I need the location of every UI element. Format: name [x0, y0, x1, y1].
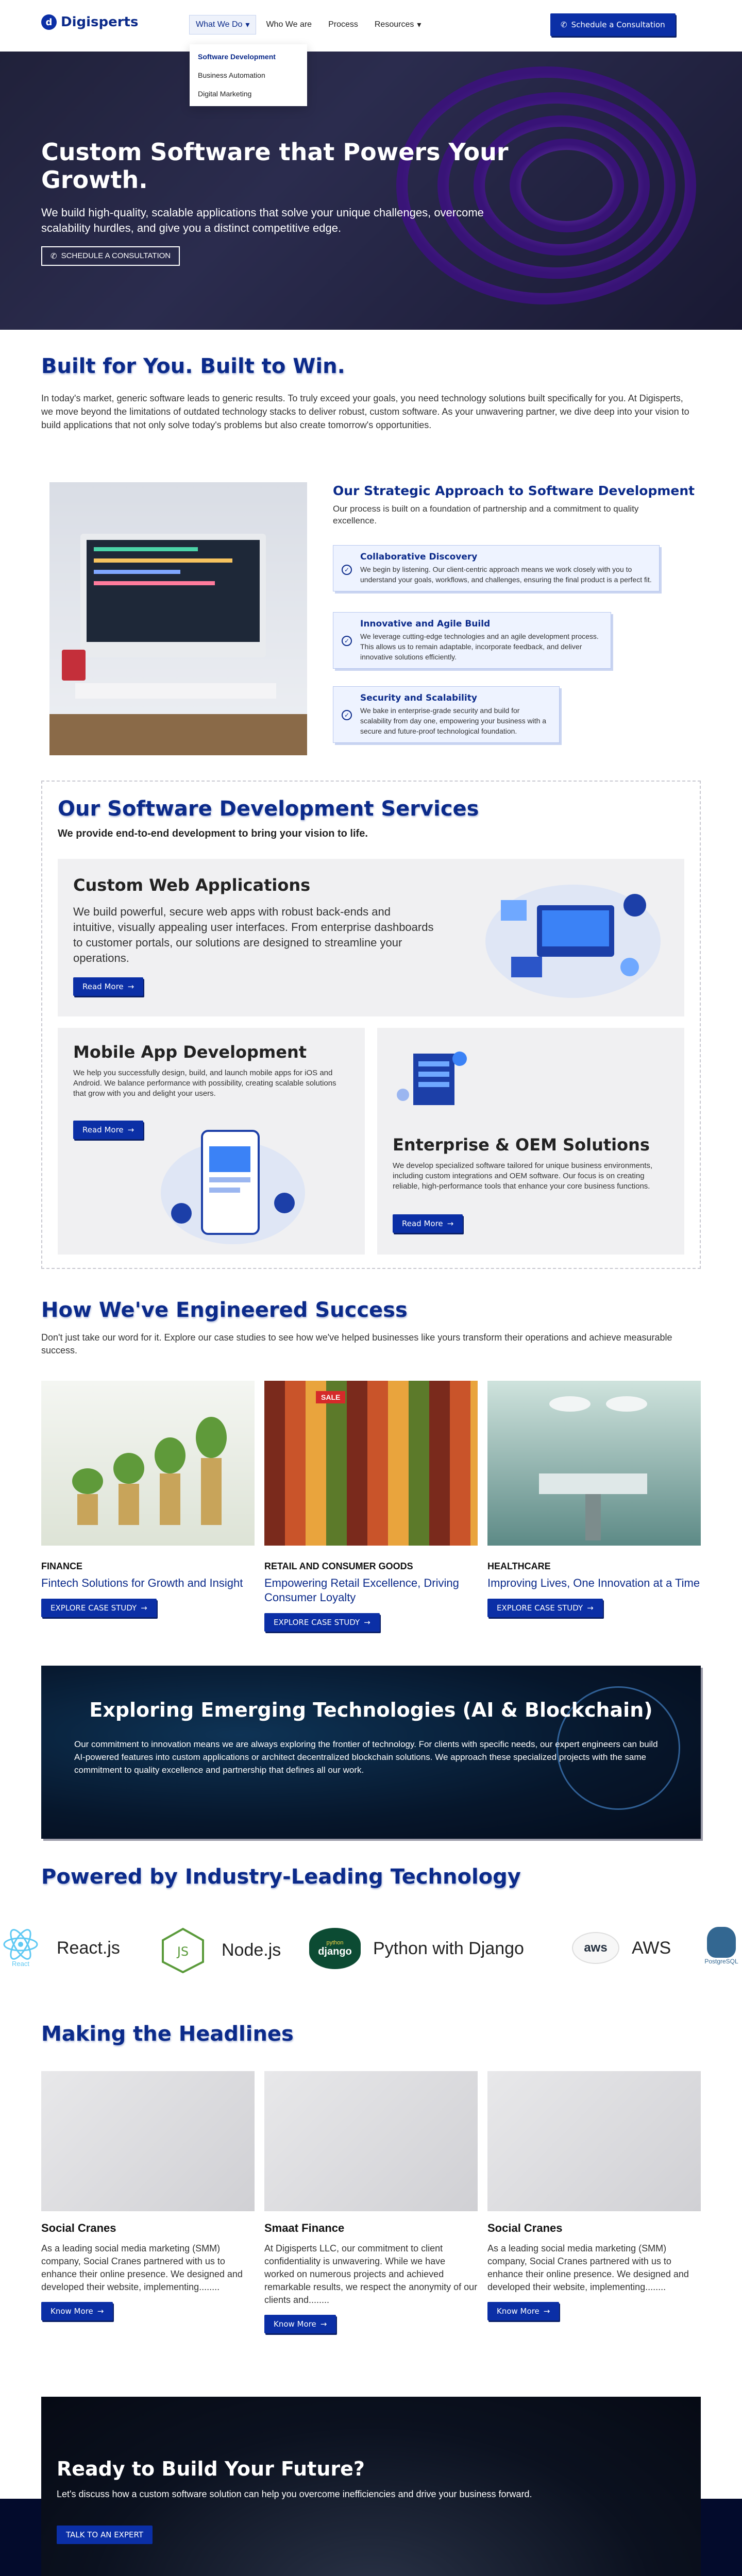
step-title: Innovative and Agile Build	[360, 619, 491, 629]
know-more-button[interactable]	[41, 2302, 113, 2320]
approach-subtitle: Our process is built on a foundation of partnership and a commitment to quality excellence.	[333, 504, 639, 526]
nav-label: Resources	[374, 20, 414, 29]
logo-caption: PostgreSQL	[704, 1958, 738, 1965]
nav-who-we-are[interactable]	[260, 15, 318, 34]
case-image-retail	[264, 1381, 478, 1546]
arrow-right-icon: →	[320, 2319, 327, 2329]
news-grid	[41, 2071, 701, 2349]
sale-sign: SALE	[316, 1391, 345, 1403]
arrow-right-icon: →	[127, 1125, 134, 1134]
service-title: Mobile App Development	[73, 1042, 307, 1062]
django-icon	[309, 1928, 361, 1969]
tech-logo-django	[309, 1928, 524, 1969]
case-card-finance	[41, 1381, 255, 1649]
case-headline: Fintech Solutions for Growth and Insight	[41, 1577, 243, 1589]
nodejs-icon	[160, 1927, 206, 1973]
aws-icon	[572, 1932, 619, 1964]
news-card	[487, 2071, 701, 2349]
logo-caption: React	[12, 1959, 29, 1968]
enterprise-illustration	[393, 1038, 475, 1115]
logo-mark-icon: d	[41, 14, 57, 30]
cases-subtitle: Don't just take our word for it. Explore our case studies to see how we've helped businesses like yours transform their operations and achieve measurable success.	[41, 1332, 672, 1355]
news-body: At Digisperts LLC, our commitment to client confidentiality is unwavering. While we have worked on numerous projects and achieved remarkable results, we respect the anonymity of our clients and........	[264, 2243, 478, 2305]
web-read-more-button[interactable]	[73, 977, 143, 996]
approach-step	[333, 612, 611, 669]
logo-caption: django	[318, 1945, 352, 1957]
service-card-mobile	[58, 1028, 365, 1255]
nav-label: Process	[328, 20, 358, 29]
cta-section	[41, 2397, 701, 2576]
case-industry: FINANCE	[41, 1561, 82, 1571]
step-title: Security and Scalability	[360, 693, 477, 703]
arrow-right-icon: →	[543, 2307, 550, 2316]
tech-logo-node	[160, 1927, 281, 1973]
case-card-healthcare	[487, 1381, 701, 1649]
case-industry: HEALTHCARE	[487, 1561, 551, 1571]
mug-graphic	[62, 650, 86, 681]
dropdown-item-digital-marketing[interactable]: Digital Marketing	[198, 90, 252, 98]
hero-section	[0, 52, 742, 330]
arrow-right-icon: →	[127, 982, 134, 991]
button-label: Know More	[497, 2307, 539, 2316]
cases-grid	[41, 1381, 701, 1649]
phone-icon: ✆	[50, 252, 57, 261]
button-label: TALK TO AN EXPERT	[66, 2530, 143, 2539]
tech-logo-postgresql	[701, 1927, 742, 1973]
monitor-graphic	[80, 534, 266, 657]
talk-to-expert-button[interactable]	[57, 2526, 153, 2544]
case-headline: Empowering Retail Excellence, Driving Consumer Loyalty	[264, 1577, 459, 1604]
arrow-right-icon: →	[97, 2307, 104, 2316]
news-image	[487, 2071, 701, 2211]
postgresql-icon	[707, 1927, 736, 1958]
arrow-right-icon: →	[141, 1603, 147, 1613]
service-body: We help you successfully design, build, and launch mobile apps for iOS and Android. We balance performance with possibility, creating scalable solutions that grow with you and delight your users.	[73, 1069, 336, 1098]
cta-label: Schedule a Consultation	[571, 20, 665, 29]
keyboard-graphic	[75, 683, 276, 699]
arrow-right-icon: →	[364, 1618, 370, 1627]
news-title: Social Cranes	[487, 2222, 563, 2234]
know-more-button[interactable]	[264, 2315, 336, 2333]
mobile-read-more-button[interactable]	[73, 1121, 143, 1139]
service-title: Custom Web Applications	[73, 875, 311, 895]
tech-logo-react	[0, 1925, 120, 1971]
tech-name: Node.js	[222, 1940, 281, 1960]
what-we-do-dropdown	[190, 44, 307, 106]
intro-body: In today's market, generic software leads to generic results. To truly exceed your goals, you need technology solutions built specifically for you. At Digisperts, we move beyond the limitations of outdated technology stacks to deliver robust, custom software. As your unwavering partner, we dive deep into your vision to build applications that not only solve today's problems but also create tomorrow's opportunities.	[41, 393, 689, 430]
news-body: As a leading social media marketing (SMM) company, Social Cranes partnered with us to enhance their online presence. We designed and developed their website, implementing........	[487, 2243, 689, 2292]
news-body: As a leading social media marketing (SMM) company, Social Cranes partnered with us to enhance their online presence. We designed and developed their website, implementing........	[41, 2243, 243, 2292]
dropdown-item-software-development[interactable]: Software Development	[198, 53, 276, 61]
arrow-right-icon: →	[447, 1219, 454, 1228]
intro-title: Built for You. Built to Win.	[41, 354, 345, 378]
service-body: We develop specialized software tailored for unique business environments, including custom integrations and OEM software. Our focus is on creating reliable, high-performance tools that enhance your core business functions.	[393, 1161, 653, 1191]
dropdown-item-business-automation[interactable]: Business Automation	[198, 71, 265, 79]
service-title: Enterprise & OEM Solutions	[393, 1135, 650, 1155]
news-title: Social Cranes	[41, 2222, 116, 2234]
cases-section	[41, 1298, 701, 1357]
nav-label: What We Do	[196, 20, 243, 29]
check-circle-icon: ✓	[342, 710, 352, 720]
service-card-enterprise	[377, 1028, 684, 1255]
news-image	[41, 2071, 255, 2211]
tech-logo-aws	[572, 1932, 671, 1964]
chevron-down-icon: ▾	[245, 21, 250, 29]
services-title: Our Software Development Services	[58, 797, 479, 821]
logo-caption: aws	[584, 1941, 608, 1955]
brand-name: Digisperts	[61, 14, 139, 30]
emerging-title: Exploring Emerging Technologies (AI & Blockchain)	[89, 1699, 653, 1721]
step-body: We bake in enterprise-grade security and build for scalability from day one, empowering your business with a secure and future-proof technological foundation.	[360, 706, 547, 735]
nav-label: Who We are	[266, 20, 312, 29]
logo-caption: JS	[177, 1944, 189, 1959]
services-subtitle: We provide end-to-end development to bring your vision to life.	[58, 828, 368, 839]
approach-image	[49, 482, 307, 755]
news-card	[41, 2071, 255, 2349]
main-nav	[190, 15, 427, 34]
cases-title: How We've Engineered Success	[41, 1298, 408, 1322]
button-label: EXPLORE CASE STUDY	[497, 1603, 583, 1613]
service-body: We build powerful, secure web apps with robust back-ends and intuitive, visually appealing user interfaces. From enterprise dashboards to customer portals, our solutions are designed to streamline your operations.	[73, 905, 434, 964]
chevron-down-icon: ▾	[417, 21, 421, 29]
case-image-finance	[41, 1381, 255, 1546]
news-title: Smaat Finance	[264, 2222, 345, 2234]
explore-case-study-button[interactable]	[264, 1613, 380, 1632]
services-section	[41, 781, 701, 1269]
hero-content	[41, 138, 556, 266]
web-apps-illustration	[480, 869, 666, 1008]
cta-body: Let's discuss how a custom software solution can help you overcome inefficiencies and drive your business forward.	[57, 2489, 532, 2499]
explore-case-study-button[interactable]	[487, 1599, 603, 1617]
enterprise-read-more-button[interactable]	[393, 1214, 463, 1233]
button-label: Read More	[402, 1219, 443, 1228]
approach-section	[0, 464, 742, 773]
tech-name: Python with Django	[373, 1938, 524, 1958]
react-icon	[0, 1925, 41, 1971]
arrow-right-icon: →	[587, 1603, 594, 1613]
tech-name: AWS	[632, 1938, 671, 1958]
desk-graphic	[49, 714, 307, 755]
service-card-web	[58, 859, 684, 1016]
button-label: Know More	[274, 2319, 316, 2329]
emerging-body: Our commitment to innovation means we are always exploring the frontier of technology. For clients with specific needs, our expert engineers can build AI-powered features into custom applications or architect decentralized blockchain solutions. We approach these specialized projects with the same commitment to quality excellence and partnership that defines all our work.	[74, 1739, 658, 1775]
know-more-button[interactable]	[487, 2302, 559, 2320]
mobile-app-illustration	[156, 1121, 310, 1249]
button-label: EXPLORE CASE STUDY	[274, 1618, 360, 1627]
news-title: Making the Headlines	[41, 2022, 294, 2046]
schedule-consultation-button[interactable]	[550, 13, 676, 36]
approach-title: Our Strategic Approach to Software Development	[333, 483, 695, 498]
emerging-tech-section	[41, 1666, 701, 1839]
button-label: EXPLORE CASE STUDY	[50, 1603, 137, 1613]
cta-title: Ready to Build Your Future?	[57, 2458, 365, 2480]
news-card	[264, 2071, 478, 2349]
hero-consultation-button[interactable]	[41, 246, 180, 266]
phone-icon: ✆	[561, 20, 567, 29]
button-label: Read More	[82, 982, 124, 991]
check-circle-icon: ✓	[342, 636, 352, 646]
intro-section	[41, 354, 701, 432]
case-image-healthcare	[487, 1381, 701, 1546]
case-headline: Improving Lives, One Innovation at a Time	[487, 1577, 700, 1589]
approach-step	[333, 686, 560, 743]
site-header	[0, 0, 742, 52]
case-industry: RETAIL AND CONSUMER GOODS	[264, 1561, 413, 1571]
tech-name: React.js	[57, 1938, 120, 1958]
nav-process[interactable]	[322, 15, 364, 34]
cta-label: SCHEDULE A CONSULTATION	[61, 251, 171, 260]
brand-logo[interactable]	[41, 14, 138, 30]
approach-step	[333, 545, 660, 591]
step-body: We leverage cutting-edge technologies and an agile development process. This allows us to remain adaptable, incorporate feedback, and deliver innovative solutions efficiently.	[360, 632, 599, 661]
button-label: Know More	[50, 2307, 93, 2316]
button-label: Read More	[82, 1125, 124, 1134]
logo-caption: python	[326, 1939, 344, 1946]
check-circle-icon: ✓	[342, 565, 352, 575]
explore-case-study-button[interactable]	[41, 1599, 157, 1617]
step-body: We begin by listening. Our client-centric approach means we work closely with you to understand your goals, workflows, and challenges, ensuring the final product is a perfect fit.	[360, 565, 652, 584]
case-card-retail	[264, 1381, 478, 1649]
nav-what-we-do[interactable]	[190, 15, 256, 34]
tech-logos-row	[0, 1922, 742, 1978]
tech-title: Powered by Industry-Leading Technology	[41, 1865, 521, 1889]
hero-title: Custom Software that Powers Your Growth.	[41, 138, 509, 194]
hero-subtitle: We build high-quality, scalable applications that solve your unique challenges, overcome scalability hurdles, and give you a distinct competitive edge.	[41, 206, 484, 234]
nav-resources[interactable]	[368, 15, 428, 34]
news-image	[264, 2071, 478, 2211]
step-title: Collaborative Discovery	[360, 552, 478, 562]
